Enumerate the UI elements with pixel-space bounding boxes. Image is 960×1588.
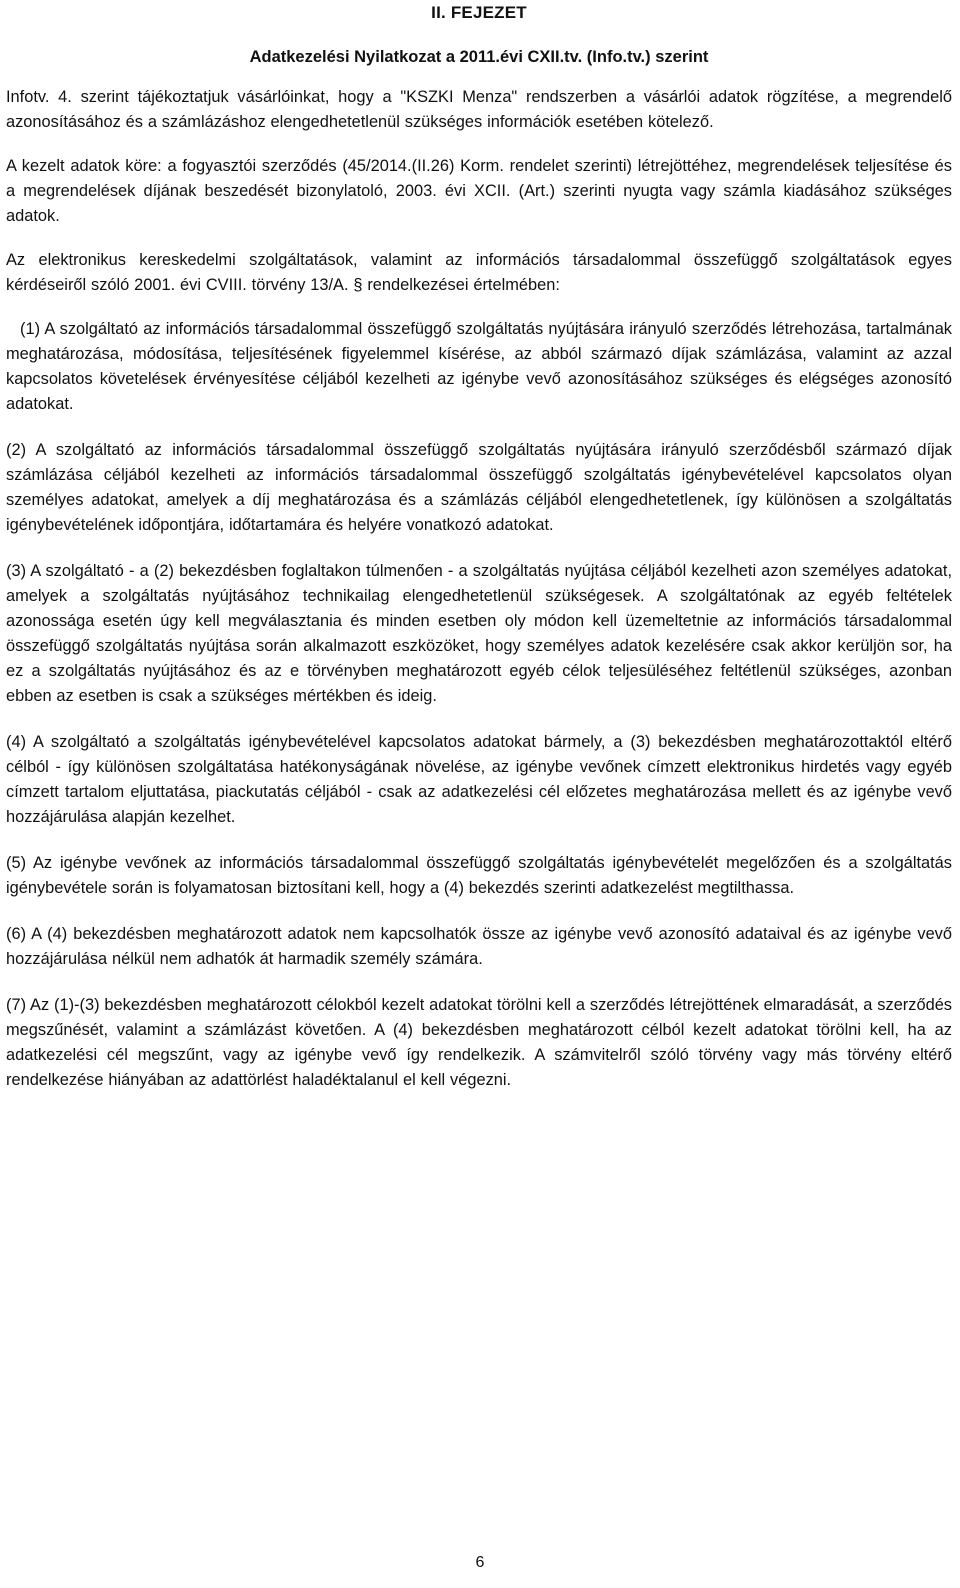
paragraph-section-5: (5) Az igénybe vevőnek az információs társadalommal összefüggő szolgáltatás igénybevételét megelőzően és a szolgáltatás igénybevétele során is folyamatosan biztosítani kell, hogy a (4) bekezdés szerinti adatkezelést megtilthassa.: [6, 854, 952, 897]
paragraph-section-4: (4) A szolgáltató a szolgáltatás igénybevételével kapcsolatos adatokat bármely, a (3) bekezdésben meghatározottaktól eltérő célból - így különösen szolgáltatása hatékonyságának növelése, az igénybe vevőnek címzett elektronikus hirdetés vagy egyéb címzett tartalom eljuttatása, piackutatás céljából - csak az adatkezelési cél előzetes meghatározása mellett és az igénybe vevő hozzájárulása alapján kezelhet.: [6, 733, 952, 826]
paragraph-data-scope: A kezelt adatok köre: a fogyasztói szerződés (45/2014.(II.26) Korm. rendelet szerinti) létrejöttéhez, megrendelések teljesítése és a megrendelések díjának beszedését bizonylatoló, 2003. évi XCII. (Art.) szerinti nyugta vagy számla kiadásához szükséges adatok.: [6, 157, 952, 225]
paragraph-section-2: (2) A szolgáltató az információs társadalommal összefüggő szolgáltatás nyújtására irányuló szerződésből származó díjak számlázása céljából kezelheti az információs társadalommal összefüggő szolgáltatás igénybevételével kapcsolatos olyan személyes adatokat, amelyek a díj meghatározása és a számlázás céljából elengedhetetlenek, így különösen a szolgáltatás igénybevételének időpontjára, időtartamára és helyére vonatkozó adatokat.: [6, 441, 952, 534]
paragraph-infotv: Infotv. 4. szerint tájékoztatjuk vásárlóinkat, hogy a "KSZKI Menza" rendszerben a vásárlói adatok rögzítése, a megrendelő azonosításához és a számlázáshoz elengedhetetlenül szükséges információk esetében kötelező.: [6, 88, 952, 131]
chapter-heading: II. FEJEZET: [431, 3, 527, 22]
document-page: [6, 0, 952, 1093]
paragraph-section-3: (3) A szolgáltató - a (2) bekezdésben foglaltakon túlmenően - a szolgáltatás nyújtása céljából kezelheti azon személyes adatokat, amelyek a szolgáltatás nyújtásához technikailag elengedhetetlenül szükségesek. A szolgáltatónak az egyéb feltételek azonossága esetén úgy kell megválasztania és minden esetben oly módon kell üzemeltetnie az információs társadalommal összefüggő szolgáltatás nyújtása során alkalmazott eszközöket, hogy személyes adatok kezelésére csak akkor kerüljön sor, ha ez a szolgáltatás nyújtásához és az e törvényben meghatározott egyéb célok teljesüléséhez feltétlenül szükséges, azonban ebben az esetben is csak a szükséges mértékben és ideig.: [6, 562, 952, 705]
page-number: 6: [475, 1554, 485, 1571]
paragraph-section-6: (6) A (4) bekezdésben meghatározott adatok nem kapcsolhatók össze az igénybe vevő azonosító adataival és az igénybe vevő hozzájárulása nélkül nem adhatók át harmadik személy számára.: [6, 925, 952, 968]
paragraph-ekertv-intro: Az elektronikus kereskedelmi szolgáltatások, valamint az információs társadalommal összefüggő szolgáltatások egyes kérdéseiről szóló 2001. évi CVIII. törvény 13/A. § rendelkezései értelmében:: [6, 251, 952, 294]
paragraph-section-1: (1) A szolgáltató az információs társadalommal összefüggő szolgáltatás nyújtására irányuló szerződés létrehozása, tartalmának meghatározása, módosítása, teljesítésének figyelemmel kísérése, az abból származó díjak számlázása, valamint az azzal kapcsolatos követelések érvényesítése céljából kezelheti az igénybe vevő azonosításához szükséges és elégséges azonosító adatokat.: [6, 320, 952, 413]
paragraph-section-7: (7) Az (1)-(3) bekezdésben meghatározott célokból kezelt adatokat törölni kell a szerződés létrejöttének elmaradását, a szerződés megszűnését, valamint a számlázást követően. A (4) bekezdésben meghatározott célból kezelt adatokat törölni kell, ha az adatkezelési cél megszűnt, vagy az igénybe vevő így rendelkezik. A számvitelről szóló törvény vagy más törvény eltérő rendelkezése hiányában az adattörlést haladéktalanul el kell végezni.: [6, 996, 952, 1089]
section-title: Adatkezelési Nyilatkozat a 2011.évi CXII.tv. (Info.tv.) szerint: [249, 48, 709, 66]
